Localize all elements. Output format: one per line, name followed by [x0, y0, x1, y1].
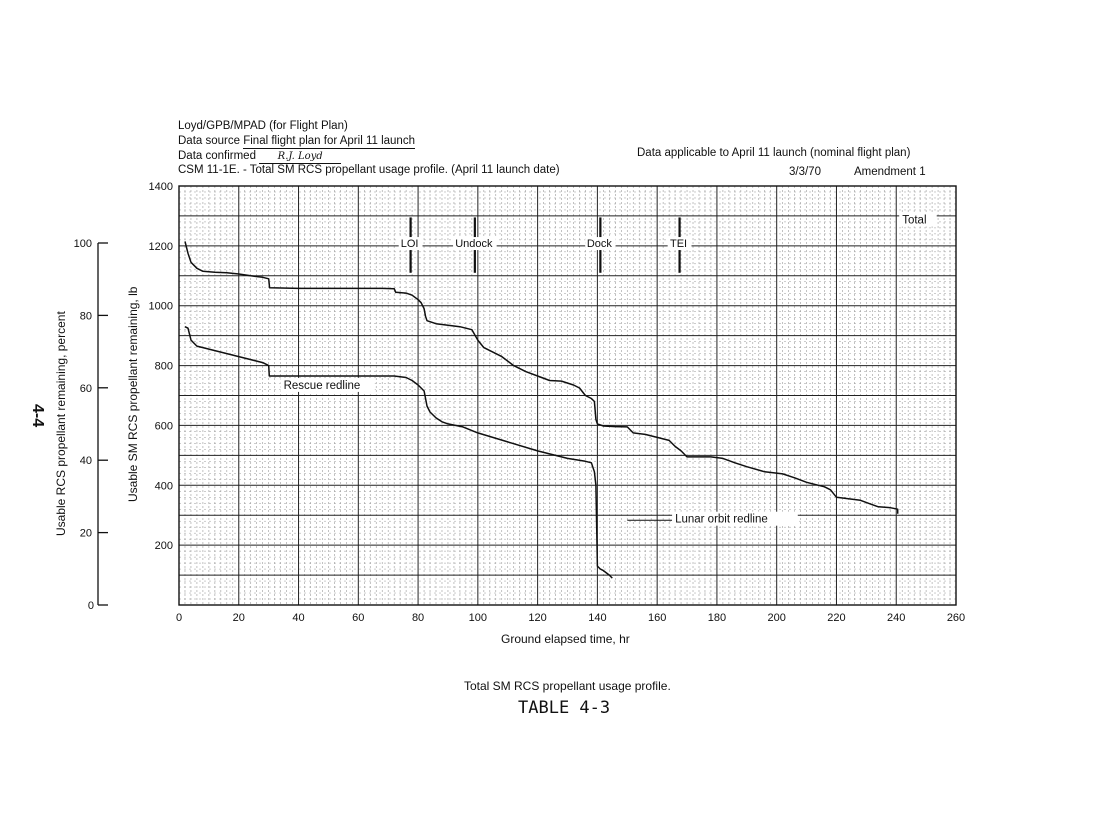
data-confirmed-label: Data confirmed	[178, 150, 256, 162]
x-tick-label: 200	[767, 612, 786, 624]
percent-tick-label: 100	[73, 238, 92, 250]
x-tick-label: 180	[707, 612, 727, 624]
y-tick-label: 1000	[148, 300, 173, 313]
percent-tick-label: 40	[79, 455, 92, 468]
x-tick-label: 140	[588, 612, 607, 624]
page-number: 4-4	[29, 404, 46, 428]
x-tick-label: 160	[647, 612, 667, 624]
x-tick-label: 40	[292, 612, 305, 624]
x-tick-label: 260	[946, 612, 966, 624]
footer-caption: Total SM RCS propellant usage profile.	[464, 679, 671, 693]
annotation-label: Total	[902, 214, 927, 227]
y-tick-label: 1200	[148, 240, 173, 253]
y2-axis-label: Usable RCS propellant remaining, percent	[54, 311, 68, 536]
x-tick-label: 0	[175, 612, 183, 624]
figure-caption: CSM 11-1E. - Total SM RCS propellant usage profile. (April 11 launch date)	[178, 164, 560, 176]
event-label: Undock	[455, 238, 493, 251]
chart-events	[399, 217, 692, 272]
y-axis-label: Usable SM RCS propellant remaining, lb	[126, 286, 140, 502]
signature: R.J. Loyd	[259, 150, 341, 164]
chart-annotations	[281, 212, 937, 525]
y-tick-label: 200	[154, 540, 173, 553]
event-label: Dock	[586, 238, 612, 251]
series-line-rescue-redline	[185, 327, 612, 578]
annotation-label: Lunar orbit redline	[675, 513, 768, 526]
y-tick-label: 800	[154, 360, 173, 373]
amendment-label: Amendment 1	[854, 166, 926, 178]
x-axis-label: Ground elapsed time, hr	[501, 632, 630, 646]
percent-tick-label: 0	[87, 600, 94, 612]
x-tick-label: 220	[827, 612, 846, 624]
annotation-label: Rescue redline	[283, 379, 361, 392]
event-label: TEI	[670, 238, 688, 251]
y-tick-label: 400	[154, 480, 173, 493]
applicability-note: Data applicable to April 11 launch (nominal flight plan)	[637, 147, 911, 159]
event-label: LOI	[400, 238, 419, 251]
x-tick-label: 20	[232, 612, 245, 624]
revision-date: 3/3/70	[789, 166, 821, 178]
percent-tick-label: 80	[79, 310, 92, 323]
percent-tick-label: 20	[79, 527, 92, 540]
table-label: TABLE 4-3	[518, 698, 611, 718]
x-tick-label: 80	[411, 612, 425, 624]
y-tick-label: 1400	[148, 181, 173, 193]
data-source-value: Final flight plan for April 11 launch	[243, 135, 415, 147]
percent-tick-label: 60	[79, 382, 92, 395]
chart-grid	[179, 186, 956, 605]
x-tick-label: 60	[352, 612, 365, 624]
data-source-label: Data source	[178, 135, 241, 147]
chart-series	[185, 241, 898, 578]
x-tick-label: 100	[468, 612, 488, 624]
y-tick-label: 600	[154, 420, 173, 433]
x-tick-label: 120	[528, 612, 547, 624]
x-tick-label: 240	[887, 612, 906, 624]
author-line: Loyd/GPB/MPAD (for Flight Plan)	[178, 120, 348, 132]
